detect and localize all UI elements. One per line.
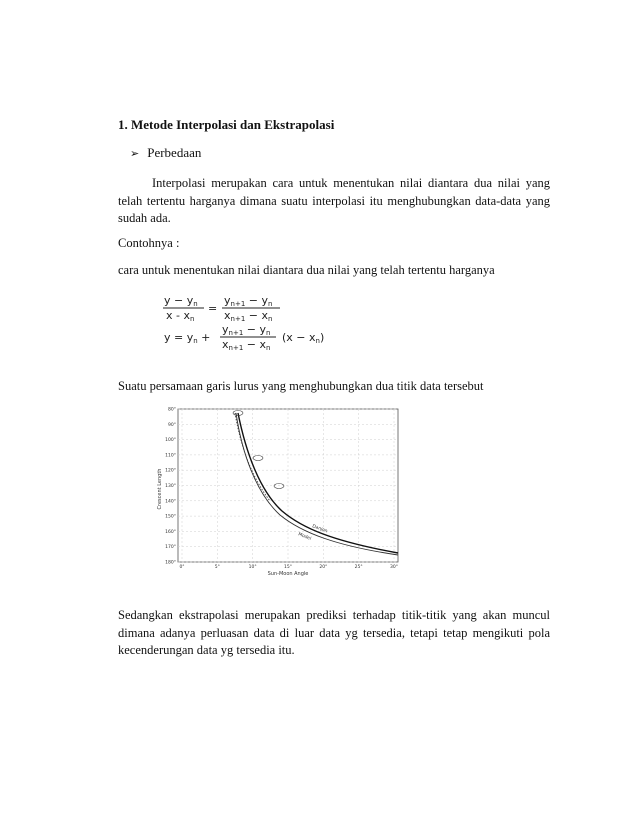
y-tick-label: 150° xyxy=(165,514,176,520)
y-tick-label: 140° xyxy=(165,499,176,505)
x-tick-label: 0° xyxy=(179,565,185,570)
x-tick-label: 25° xyxy=(354,565,363,570)
graph-y-axis-label: Crescent Length xyxy=(157,468,163,510)
interpolation-formula xyxy=(160,291,350,351)
y-tick-label: 80° xyxy=(168,407,176,413)
section-heading: 1. Metode Interpolasi dan Ekstrapolasi xyxy=(118,117,335,132)
y-tick-label: 100° xyxy=(165,438,176,444)
paragraph-graph-caption: Suatu persamaan garis lurus yang menghubungkan dua titik data tersebut xyxy=(118,379,484,393)
paragraph-example-text: cara untuk menentukan nilai diantara dua nilai yang telah tertentu harganya xyxy=(118,263,495,277)
arrow-bullet-icon: ➢ xyxy=(130,147,140,160)
formula-l1-lhs-num: y − yn xyxy=(164,294,198,308)
x-tick-label: 10° xyxy=(248,565,257,570)
x-tick-label: 20° xyxy=(319,565,328,570)
annotation-danjon: Danjon xyxy=(311,524,329,535)
y-tick-label: 110° xyxy=(165,453,176,459)
annotation-model: Model xyxy=(297,532,312,542)
y-tick-label: 170° xyxy=(165,545,176,551)
formula-l2-tail: (x − xn) xyxy=(282,331,325,345)
x-tick-label: 5° xyxy=(214,565,220,570)
y-tick-label: 180° xyxy=(165,560,176,566)
y-tick-label: 90° xyxy=(168,422,176,428)
formula-l2-num: yn+1 − yn xyxy=(222,323,271,337)
x-tick-label: 30° xyxy=(390,565,398,570)
paragraph-definition: Interpolasi merupakan cara untuk menentukan nilai diantara dua nilai yang telah tertentu harganya dimana suatu interpolasi itu menghubungkan data-data yang sudah ada. xyxy=(118,176,550,225)
y-tick-label: 160° xyxy=(165,529,176,535)
bullet-item xyxy=(130,145,201,161)
crescent-length-graph xyxy=(152,403,404,581)
formula-l1-rhs-den: xn+1 − xn xyxy=(224,309,273,323)
formula-l2-den: xn+1 − xn xyxy=(222,338,271,351)
bullet-label: Perbedaan xyxy=(147,145,202,160)
formula-l1-rhs-num: yn+1 − yn xyxy=(224,294,273,308)
formula-l2-lhs: y = yn + xyxy=(164,331,211,345)
paragraph-extrapolation: Sedangkan ekstrapolasi merupakan prediksi terhadap titik-titik yang akan muncul dimana adanya perluasan data di luar data yg tersedia, tetapi tetap mengikuti pola kecenderungan data yg tersedia itu. xyxy=(118,608,550,657)
y-tick-label: 120° xyxy=(165,468,176,474)
formula-l1-lhs-den: x - xn xyxy=(166,309,195,323)
formula-equals: = xyxy=(208,302,218,315)
y-tick-label: 130° xyxy=(165,484,176,489)
paragraph-example-label: Contohnya : xyxy=(118,236,180,250)
graph-x-axis-label: Sun-Moon Angle xyxy=(267,571,309,577)
x-tick-label: 15° xyxy=(284,565,292,570)
